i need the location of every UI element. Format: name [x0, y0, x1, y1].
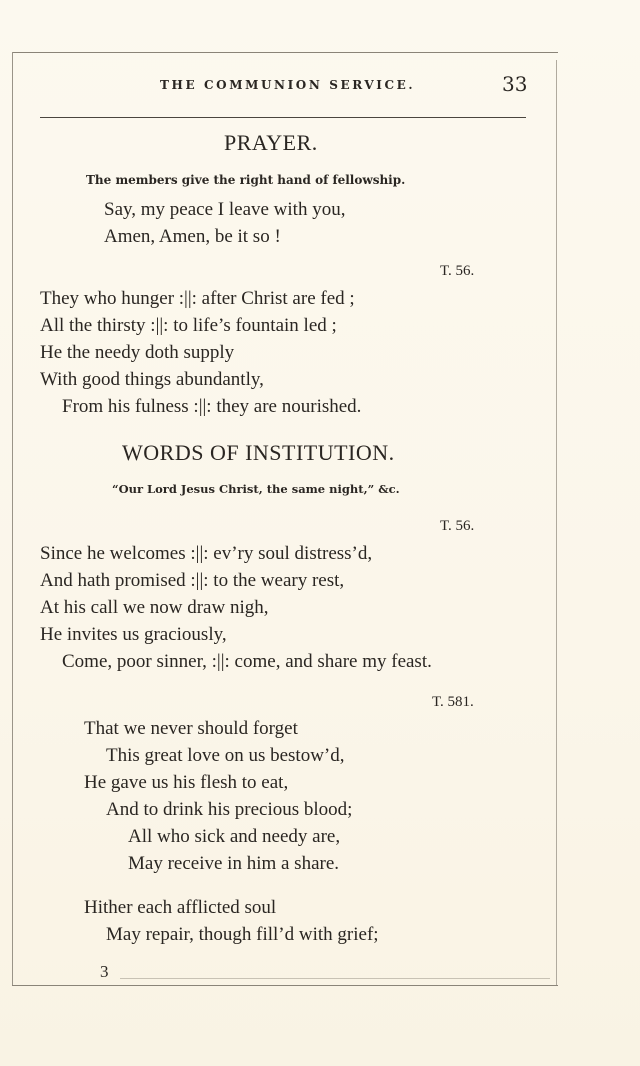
hymn-line: Hither each afflicted soul [84, 897, 277, 918]
tune-number: T. 581. [432, 694, 474, 710]
hymn-line: May repair, though fill’d with grief; [106, 924, 379, 945]
hymn-line: And to drink his precious blood; [106, 799, 353, 820]
hymn-line: Since he welcomes :||: ev’ry soul distress’d, [40, 543, 373, 564]
hymn-line: This great love on us bestow’d, [106, 745, 345, 766]
footer-rule [120, 978, 550, 979]
rubric-institution: “Our Lord Jesus Christ, the same night,” &c. [112, 482, 400, 496]
hymn-line: He the needy doth supply [40, 342, 235, 363]
hymn-line: He invites us graciously, [40, 624, 227, 645]
hymn-line: Come, poor sinner, :||: come, and share my feast. [62, 651, 432, 672]
tune-number: T. 56. [440, 263, 475, 279]
hymn-line: All who sick and needy are, [128, 826, 341, 847]
page-border-left [12, 52, 13, 986]
hymn-line: And hath promised :||: to the weary rest, [40, 570, 345, 591]
hymn-line: At his call we now draw nigh, [40, 597, 269, 618]
header-rule [40, 117, 526, 118]
page-border-bottom [12, 985, 558, 986]
section-heading-institution: WORDS OF INSTITUTION. [122, 440, 395, 465]
page-border-right [556, 60, 557, 986]
page-border-top [12, 52, 558, 53]
running-title: THE COMMUNION SERVICE. [160, 78, 416, 92]
page-number: 33 [502, 72, 528, 96]
hymn-line: With good things abundantly, [40, 369, 264, 390]
hymn-line: They who hunger :||: after Christ are fed ; [40, 288, 355, 309]
hymn-line: All the thirsty :||: to life’s fountain led ; [40, 315, 337, 336]
hymn-line: May receive in him a share. [128, 853, 340, 874]
hymn-line: From his fulness :||: they are nourished. [62, 396, 362, 417]
signature-mark: 3 [100, 962, 109, 981]
prayer-line: Amen, Amen, be it so ! [104, 226, 281, 247]
hymn-line: He gave us his flesh to eat, [84, 772, 289, 793]
section-heading-prayer: PRAYER. [224, 130, 318, 155]
rubric-fellowship: The members give the right hand of fellowship. [86, 173, 406, 187]
hymn-line: That we never should forget [84, 718, 298, 739]
tune-number: T. 56. [440, 518, 475, 534]
prayer-line: Say, my peace I leave with you, [104, 199, 346, 220]
